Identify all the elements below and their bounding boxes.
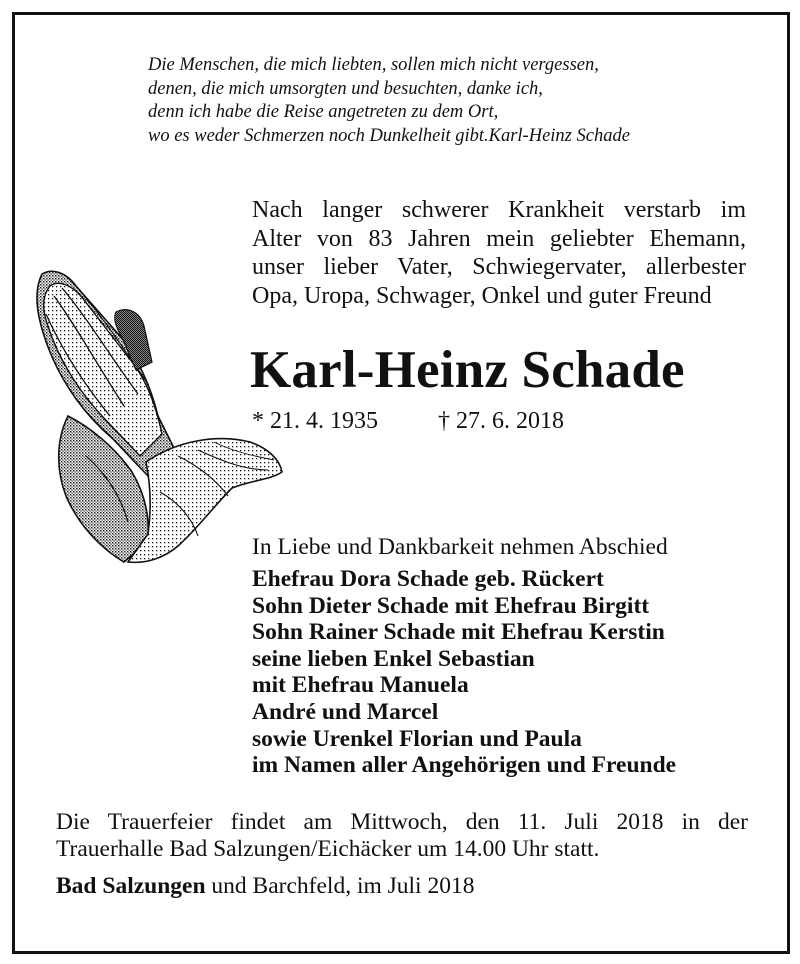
poem-line: wo es weder Schmerzen noch Dunkelheit gibt.Karl-Heinz Schade	[148, 125, 630, 146]
announcement-line: unser lieber Vater, Schwiegervater, allerbester	[252, 254, 746, 280]
poem-line: denen, die mich umsorgten und besuchten, danke ich,	[148, 78, 543, 99]
praying-hands-icon	[28, 266, 284, 568]
announcement-line: Nach langer schwerer Krankheit verstarb im	[252, 197, 746, 223]
mourner-line: seine lieben Enkel Sebastian	[252, 645, 535, 672]
mourner-line: Sohn Rainer Schade mit Ehefrau Kerstin	[252, 619, 665, 646]
life-dates	[252, 406, 564, 436]
deceased-name: Karl-Heinz Schade	[250, 341, 685, 399]
death-date: † 27. 6. 2018	[438, 408, 564, 434]
funeral-notice	[56, 809, 748, 863]
announcement-line: Opa, Uropa, Schwager, Onkel und guter Freund	[252, 282, 712, 309]
birth-date: * 21. 4. 1935	[252, 408, 378, 434]
place-rest: und Barchfeld, im Juli 2018	[211, 873, 475, 899]
mourners-list	[252, 566, 676, 779]
death-announcement	[252, 196, 746, 310]
poem-line: denn ich habe die Reise angetreten zu dem Ort,	[148, 102, 499, 122]
announcement-line: Alter von 83 Jahren mein geliebter Ehemann,	[252, 225, 746, 252]
place-and-date	[56, 873, 474, 900]
funeral-notice-line: Die Trauerfeier findet am Mittwoch, den 11. Juli 2018 in der	[56, 809, 748, 835]
mourner-line: im Namen aller Angehörigen und Freunde	[252, 752, 677, 779]
mourner-line: sowie Urenkel Florian und Paula	[252, 725, 582, 752]
mourner-line: André und Marcel	[252, 698, 439, 725]
mourner-line: Sohn Dieter Schade mit Ehefrau Birgitt	[252, 592, 650, 619]
place-town: Bad Salzungen	[56, 873, 206, 899]
mourner-line: Ehefrau Dora Schade geb. Rückert	[252, 566, 604, 592]
farewell-intro: In Liebe und Dankbarkeit nehmen Abschied	[252, 534, 668, 560]
memorial-poem	[148, 54, 768, 148]
poem-line: Die Menschen, die mich liebten, sollen mich nicht vergessen,	[148, 55, 599, 75]
mourner-line: mit Ehefrau Manuela	[252, 672, 469, 699]
funeral-notice-line: Trauerhalle Bad Salzungen/Eichäcker um 14.00 Uhr statt.	[56, 836, 600, 862]
